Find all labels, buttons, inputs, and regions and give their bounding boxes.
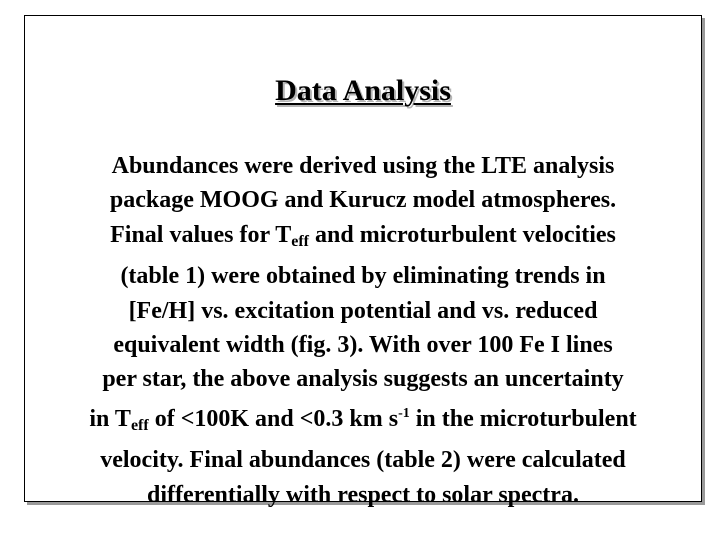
body-text-run: differentially with respect to solar spectra. <box>147 481 579 508</box>
body-text-run: in the microturbulent <box>409 405 637 432</box>
subscript-text: eff <box>291 232 310 250</box>
body-line <box>25 443 701 477</box>
body-line <box>25 294 701 328</box>
body-text-run: equivalent width (fig. 3). With over 100 Fe I lines <box>113 332 613 359</box>
body-line <box>25 362 701 396</box>
body-line <box>25 259 701 293</box>
body-text-run: (table 1) were obtained by eliminating trends in <box>120 263 606 290</box>
slide-body-text <box>25 149 701 512</box>
body-line <box>25 183 701 217</box>
body-text-run: in T <box>89 405 131 432</box>
body-text-run: and microturbulent velocities <box>309 221 616 248</box>
slide-title: Data Analysis <box>275 74 451 107</box>
superscript-text: -1 <box>398 405 410 421</box>
body-text-run: Final values for T <box>110 221 292 248</box>
body-text-run: package MOOG and Kurucz model atmospheres. <box>109 187 617 214</box>
body-line <box>25 328 701 362</box>
body-text-run: of <100K and <0.3 km s <box>148 405 399 432</box>
subscript-text: eff <box>130 416 149 434</box>
body-text-run: Abundances were derived using the LTE analysis <box>111 153 615 179</box>
body-text-run: velocity. Final abundances (table 2) were calculated <box>100 447 626 474</box>
body-line <box>25 397 701 443</box>
body-line <box>25 218 701 259</box>
slide-frame <box>24 15 702 508</box>
body-text-run: per star, the above analysis suggests an uncertainty <box>102 366 624 393</box>
body-line <box>25 478 701 512</box>
body-text-run: [Fe/H] vs. excitation potential and vs. reduced <box>128 297 598 324</box>
body-line <box>25 149 701 183</box>
